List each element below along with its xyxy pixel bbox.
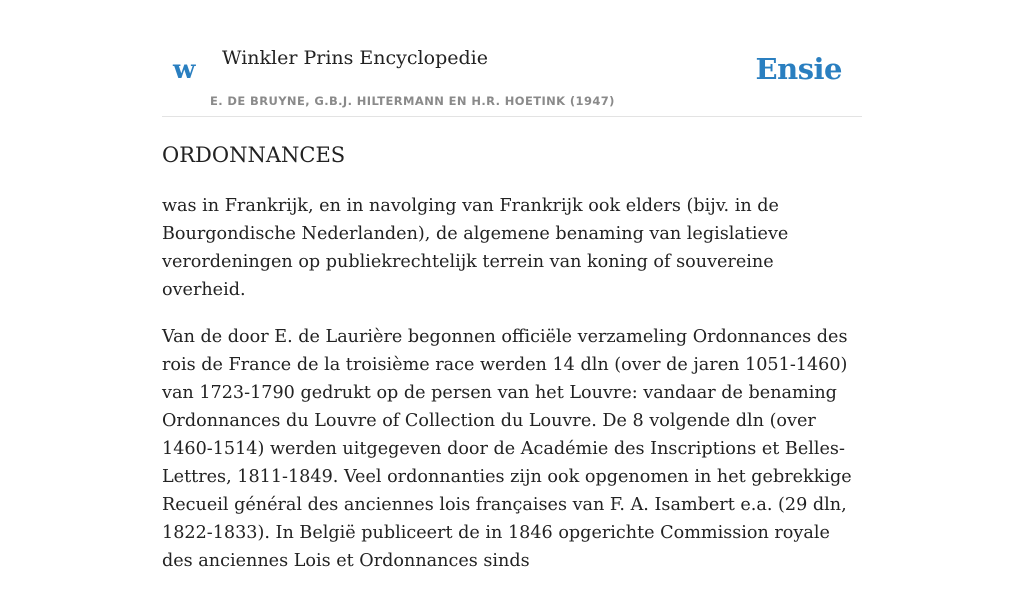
encyclopedia-title[interactable]: Winkler Prins Encyclopedie xyxy=(222,47,488,69)
article-body xyxy=(162,192,862,594)
authors-line: E. DE BRUYNE, G.B.J. HILTERMANN EN H.R. HOETINK (1947) xyxy=(210,94,615,108)
article-paragraph-2: Van de door E. de Laurière begonnen officiële verzameling Ordonnances des rois de France de la troisième race werden 14 dln (over de jaren 1051-1460) van 1723-1790 gedrukt op de persen van het Louvre: vandaar de benaming Ordonnances du Louvre of Collection du Louvre. De 8 volgende dln (over 1460-1514) werden uitgegeven door de Académie des Inscriptions et Belles-Lettres, 1811-1849. Veel ordonnanties zijn ook opgenomen in het gebrekkige Recueil général des anciennes lois françaises van F. A. Isambert e.a. (29 dln, 1822-1833). In België publiceert de in 1846 opgerichte Commission royale des anciennes Lois et Ordonnances sinds xyxy=(162,327,852,571)
page xyxy=(162,0,862,571)
header xyxy=(162,0,862,117)
winkler-prins-logo-icon[interactable]: w xyxy=(173,55,196,85)
article-headword: ORDONNANCES xyxy=(162,143,346,167)
article-paragraph-1: was in Frankrijk, en in navolging van Frankrijk ook elders (bijv. in de Bourgondische Nederlanden), de algemene benaming van legislatieve verordeningen op publiekrechtelijk terrein van koning of souvereine overheid. xyxy=(162,196,789,300)
ensie-logo[interactable]: Ensie xyxy=(755,52,842,86)
